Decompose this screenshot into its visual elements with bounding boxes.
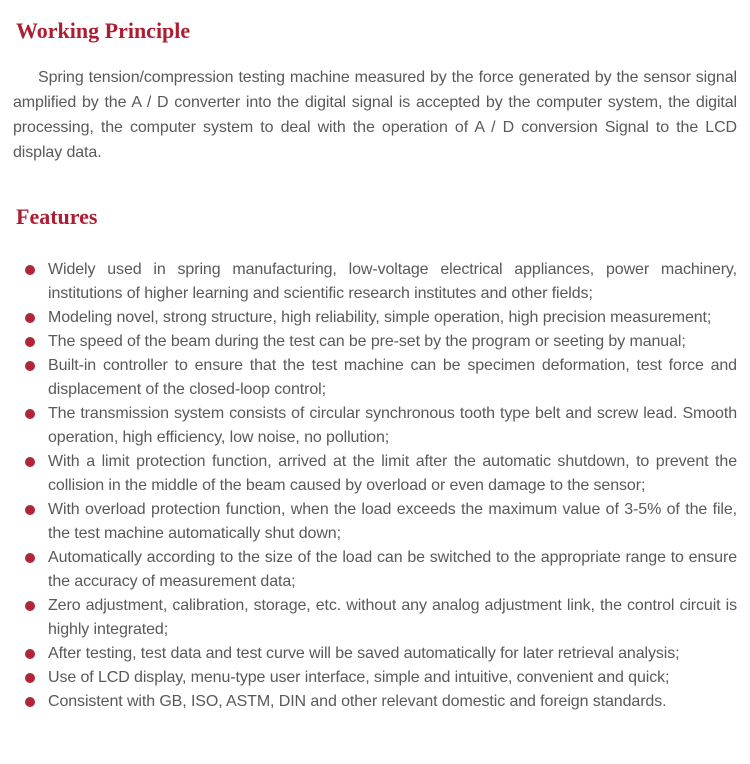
feature-item	[13, 450, 737, 498]
bullet-dot-icon	[25, 361, 35, 371]
bullet-dot-icon	[25, 673, 35, 683]
feature-text: Built-in controller to ensure that the test machine can be specimen deformation, test force and displacement of the closed-loop control;	[48, 357, 737, 398]
feature-text: Zero adjustment, calibration, storage, etc. without any analog adjustment link, the control circuit is highly integrated;	[48, 597, 737, 638]
bullet-dot-icon	[25, 265, 35, 275]
bullet-dot-icon	[25, 313, 35, 323]
feature-text: Automatically according to the size of the load can be switched to the appropriate range to ensure the accuracy of measurement data;	[48, 549, 737, 590]
bullet-dot-icon	[25, 337, 35, 347]
feature-item	[13, 642, 737, 666]
feature-text: Use of LCD display, menu-type user interface, simple and intuitive, convenient and quick;	[48, 669, 670, 686]
feature-item	[13, 498, 737, 546]
feature-text: Widely used in spring manufacturing, low-voltage electrical appliances, power machinery, institutions of higher learning and scientific research institutes and other fields;	[48, 261, 737, 302]
feature-text: Consistent with GB, ISO, ASTM, DIN and other relevant domestic and foreign standards.	[48, 693, 667, 710]
bullet-dot-icon	[25, 409, 35, 419]
features-list	[13, 258, 737, 714]
feature-item	[13, 690, 737, 714]
feature-text: With a limit protection function, arrived at the limit after the automatic shutdown, to prevent the collision in the middle of the beam caused by overload or even damage to the sensor;	[48, 453, 737, 494]
feature-item	[13, 306, 737, 330]
feature-text: Modeling novel, strong structure, high reliability, simple operation, high precision measurement;	[48, 309, 712, 326]
feature-text: After testing, test data and test curve will be saved automatically for later retrieval analysis;	[48, 645, 680, 662]
bullet-dot-icon	[25, 505, 35, 515]
feature-item	[13, 594, 737, 642]
bullet-dot-icon	[25, 601, 35, 611]
feature-item	[13, 666, 737, 690]
features-heading: Features	[16, 204, 98, 229]
feature-text: With overload protection function, when the load exceeds the maximum value of 3-5% of the file, the test machine automatically shut down;	[48, 501, 737, 542]
bullet-dot-icon	[25, 697, 35, 707]
feature-item	[13, 546, 737, 594]
feature-item	[13, 258, 737, 306]
feature-item	[13, 402, 737, 450]
feature-text: The transmission system consists of circular synchronous tooth type belt and screw lead. Smooth operation, high efficiency, low noise, no pollution;	[48, 405, 737, 446]
bullet-dot-icon	[25, 649, 35, 659]
bullet-dot-icon	[25, 553, 35, 563]
bullet-dot-icon	[25, 457, 35, 467]
feature-item	[13, 330, 737, 354]
feature-text: The speed of the beam during the test can be pre-set by the program or seeting by manual;	[48, 333, 686, 350]
working-principle-paragraph: Spring tension/compression testing machine measured by the force generated by the sensor signal amplified by the A / D converter into the digital signal is accepted by the computer system, the digital processing, the computer system to deal with the operation of A / D conversion Signal to the LCD display data.	[13, 69, 737, 161]
working-principle-heading: Working Principle	[16, 18, 191, 43]
feature-item	[13, 354, 737, 402]
